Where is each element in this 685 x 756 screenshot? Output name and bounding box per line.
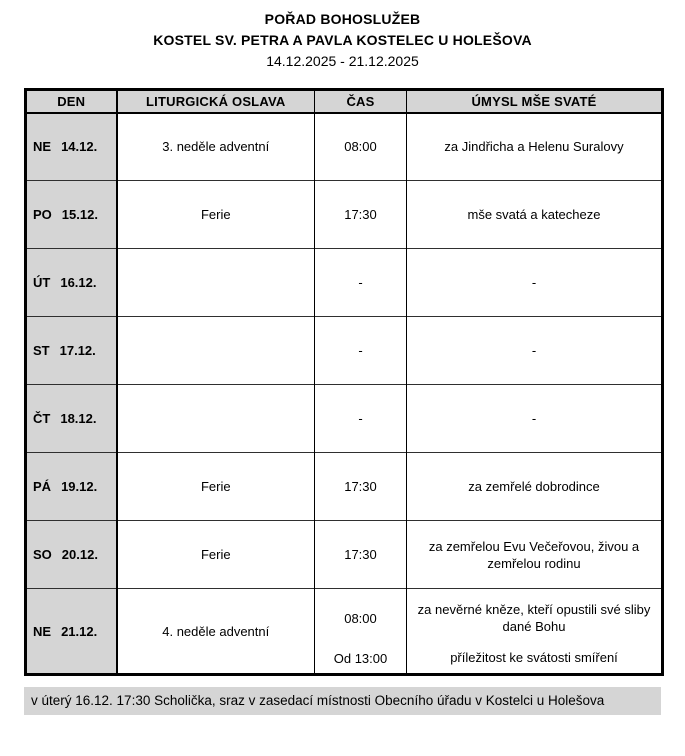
intention-cell: za zemřelou Evu Večeřovou, živou a zemřelou rodinu bbox=[428, 538, 640, 571]
day-cell bbox=[26, 249, 117, 317]
day-date: 20.12. bbox=[61, 547, 98, 562]
day-abbr: ÚT bbox=[33, 275, 51, 290]
day-cell bbox=[26, 113, 117, 181]
intention-cell: za Jindřicha a Helenu Suralovy bbox=[444, 139, 624, 155]
table-row bbox=[26, 453, 663, 521]
intention-cell: za zemřelé dobrodince bbox=[468, 479, 600, 494]
time-cell: 08:00 bbox=[315, 113, 407, 181]
day-cell bbox=[26, 521, 117, 589]
day-abbr: ČT bbox=[33, 411, 51, 426]
day-abbr: PÁ bbox=[33, 479, 52, 494]
day-date: 21.12. bbox=[61, 623, 98, 639]
header-row bbox=[26, 90, 663, 113]
day-cell bbox=[26, 317, 117, 385]
table-row bbox=[26, 385, 663, 453]
celebration-cell: 3. neděle adventní bbox=[117, 113, 315, 181]
day-date: 18.12. bbox=[60, 411, 97, 426]
day-date: 15.12. bbox=[61, 207, 98, 222]
day-cell bbox=[26, 385, 117, 453]
day-date: 16.12. bbox=[60, 275, 97, 290]
time-cell: 17:30 bbox=[315, 453, 407, 521]
celebration-cell bbox=[117, 249, 315, 317]
page-title: POŘAD BOHOSLUŽEB bbox=[264, 11, 421, 27]
intention-cell: mše svatá a katecheze bbox=[467, 207, 601, 222]
table-row bbox=[26, 181, 663, 249]
date-range: 14.12.2025 - 21.12.2025 bbox=[266, 53, 419, 69]
time-afternoon: Od 13:00 bbox=[333, 651, 388, 666]
day-cell bbox=[26, 181, 117, 249]
intention-cell: - bbox=[531, 411, 537, 426]
time-cell bbox=[315, 589, 407, 675]
intention-afternoon: příležitost ke svátosti smíření bbox=[450, 650, 618, 665]
celebration-cell bbox=[117, 317, 315, 385]
time-cell: 17:30 bbox=[315, 181, 407, 249]
day-abbr: NE bbox=[33, 139, 52, 155]
day-date: 19.12. bbox=[61, 479, 98, 494]
day-cell bbox=[26, 453, 117, 521]
col-header-den: DEN bbox=[26, 90, 117, 113]
intention-morning: za nevěrné kněze, kteří opustili své sliby dané Bohu bbox=[417, 602, 651, 634]
day-date: 14.12. bbox=[61, 139, 98, 155]
day-date: 17.12. bbox=[59, 343, 96, 358]
time-morning: 08:00 bbox=[344, 610, 377, 626]
time-cell: - bbox=[315, 249, 407, 317]
page-header bbox=[0, 0, 685, 72]
time-cell: - bbox=[315, 385, 407, 453]
day-abbr: SO bbox=[33, 547, 52, 562]
intention-cell: - bbox=[531, 343, 537, 358]
celebration-cell bbox=[117, 385, 315, 453]
celebration-cell: 4. neděle adventní bbox=[117, 589, 315, 675]
col-header-cas: ČAS bbox=[315, 90, 407, 113]
celebration-cell: Ferie bbox=[117, 181, 315, 249]
table-row bbox=[26, 317, 663, 385]
day-abbr: NE bbox=[33, 623, 52, 639]
col-header-liturgicka-oslava: LITURGICKÁ OSLAVA bbox=[117, 90, 315, 113]
page-subtitle: KOSTEL SV. PETRA A PAVLA KOSTELEC U HOLEŠOVA bbox=[153, 32, 532, 48]
day-cell bbox=[26, 589, 117, 675]
schedule-table bbox=[24, 88, 664, 676]
table-row bbox=[26, 113, 663, 181]
col-header-umysl-mse-svate: ÚMYSL MŠE SVATÉ bbox=[407, 90, 663, 113]
celebration-cell: Ferie bbox=[117, 521, 315, 589]
intention-cell bbox=[407, 589, 663, 675]
table-row bbox=[26, 249, 663, 317]
time-cell: - bbox=[315, 317, 407, 385]
celebration-cell: Ferie bbox=[117, 453, 315, 521]
intention-cell: - bbox=[531, 275, 537, 290]
time-cell: 17:30 bbox=[315, 521, 407, 589]
table-row bbox=[26, 521, 663, 589]
day-abbr: ST bbox=[33, 343, 50, 358]
footer-note: v úterý 16.12. 17:30 Scholička, sraz v zasedací místnosti Obecního úřadu v Kostelci u Holešova bbox=[24, 687, 661, 715]
day-abbr: PO bbox=[33, 207, 52, 222]
table-row bbox=[26, 589, 663, 675]
